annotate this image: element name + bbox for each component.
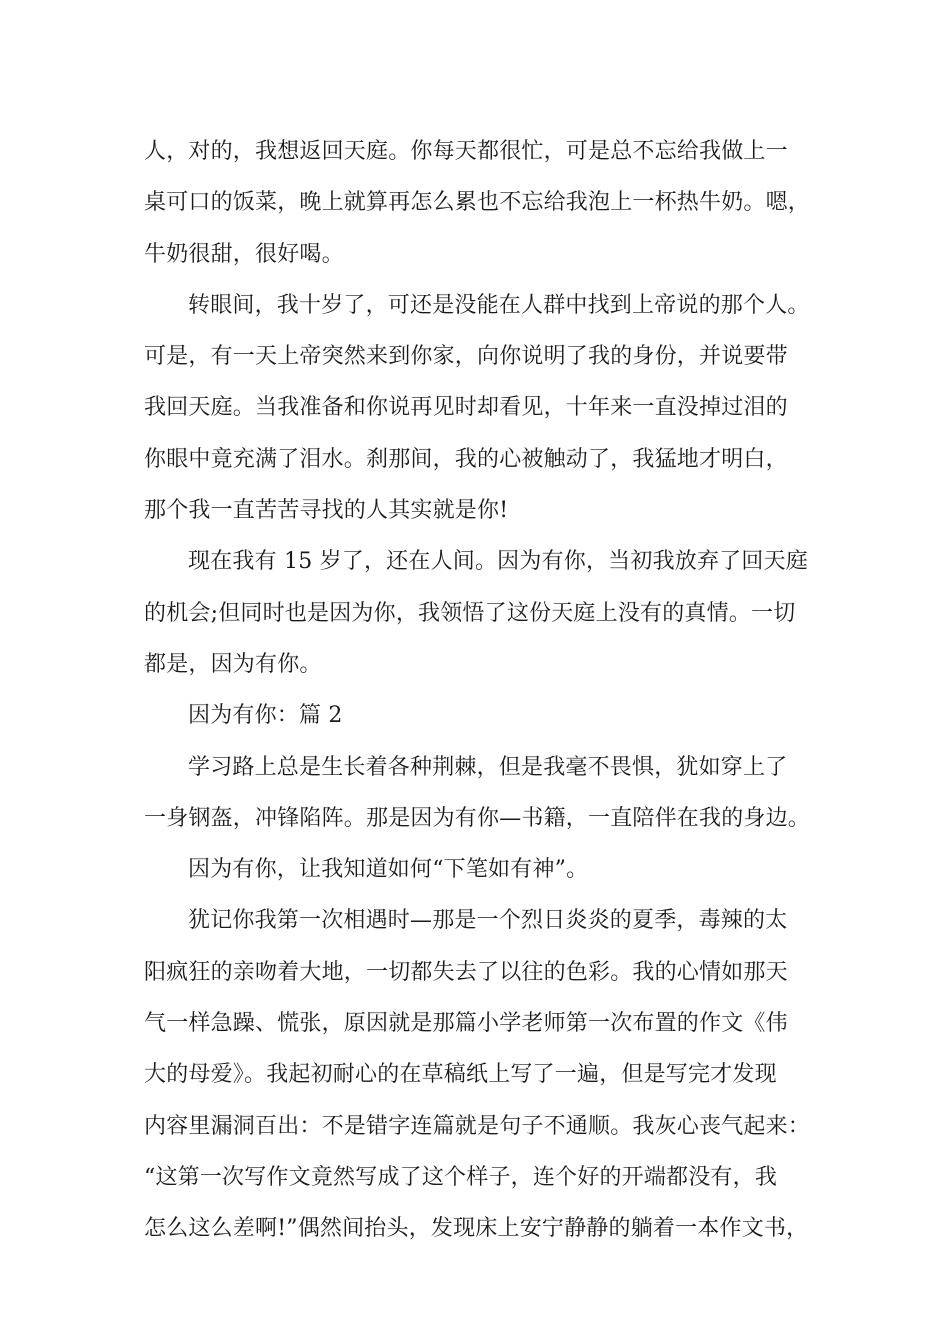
- text-line: 牛奶很甜，很好喝。: [144, 241, 344, 267]
- text-line: 都是，因为有你。: [144, 651, 322, 677]
- text-line: 你眼中竟充满了泪水。刹那间，我的心被触动了，我猛地才明白，: [144, 446, 788, 472]
- text-line: 现在我有 15 岁了，还在人间。因为有你，当初我放弃了回天庭: [188, 549, 808, 575]
- text-line: 我回天庭。当我准备和你说再见时却看见，十年来一直没掉过泪的: [144, 395, 788, 421]
- text-line: 气一样急躁、慌张，原因就是那篇小学老师第一次布置的作文《伟: [144, 1011, 788, 1037]
- text-line: 因为有你，让我知道如何“下笔如有神”。: [188, 857, 589, 883]
- text-line: 学习路上总是生长着各种荆棘，但是我毫不畏惧，犹如穿上了: [188, 754, 788, 780]
- text-line: 阳疯狂的亲吻着大地，一切都失去了以往的色彩。我的心情如那天: [144, 959, 788, 985]
- text-line: 怎么这么差啊!”偶然间抬头，发现床上安宁静静的躺着一本作文书，: [144, 1216, 809, 1242]
- text-line: 一身钢盔，冲锋陷阵。那是因为有你—书籍，一直陪伴在我的身边。: [144, 805, 811, 831]
- text-line: 桌可口的饭菜，晚上就算再怎么累也不忘给我泡上一杯热牛奶。嗯，: [144, 190, 811, 216]
- text-line: 可是，有一天上帝突然来到你家，向你说明了我的身份，并说要带: [144, 344, 788, 370]
- document-body: [144, 126, 824, 1255]
- text-line: 的机会;但同时也是因为你，我领悟了这份天庭上没有的真情。一切: [144, 600, 796, 626]
- section-heading: 因为有你：篇 2: [188, 703, 343, 729]
- text-line: 转眼间，我十岁了，可还是没能在人群中找到上帝说的那个人。: [188, 292, 810, 318]
- text-line: 内容里漏洞百出：不是错字连篇就是句子不通顺。我灰心丧气起来：: [144, 1113, 811, 1139]
- text-line: “这第一次写作文竟然写成了这个样子，连个好的开端都没有，我: [144, 1164, 778, 1190]
- text-line: 人，对的，我想返回天庭。你每天都很忙，可是总不忘给我做上一: [144, 139, 788, 164]
- text-line: 大的母爱》。我起初耐心的在草稿纸上写了一遍，但是写完才发现: [144, 1062, 777, 1088]
- text-line: 犹记你我第一次相遇时—那是一个烈日炎炎的夏季，毒辣的太: [188, 908, 788, 934]
- text-line: 那个我一直苦苦寻找的人其实就是你!: [144, 498, 509, 524]
